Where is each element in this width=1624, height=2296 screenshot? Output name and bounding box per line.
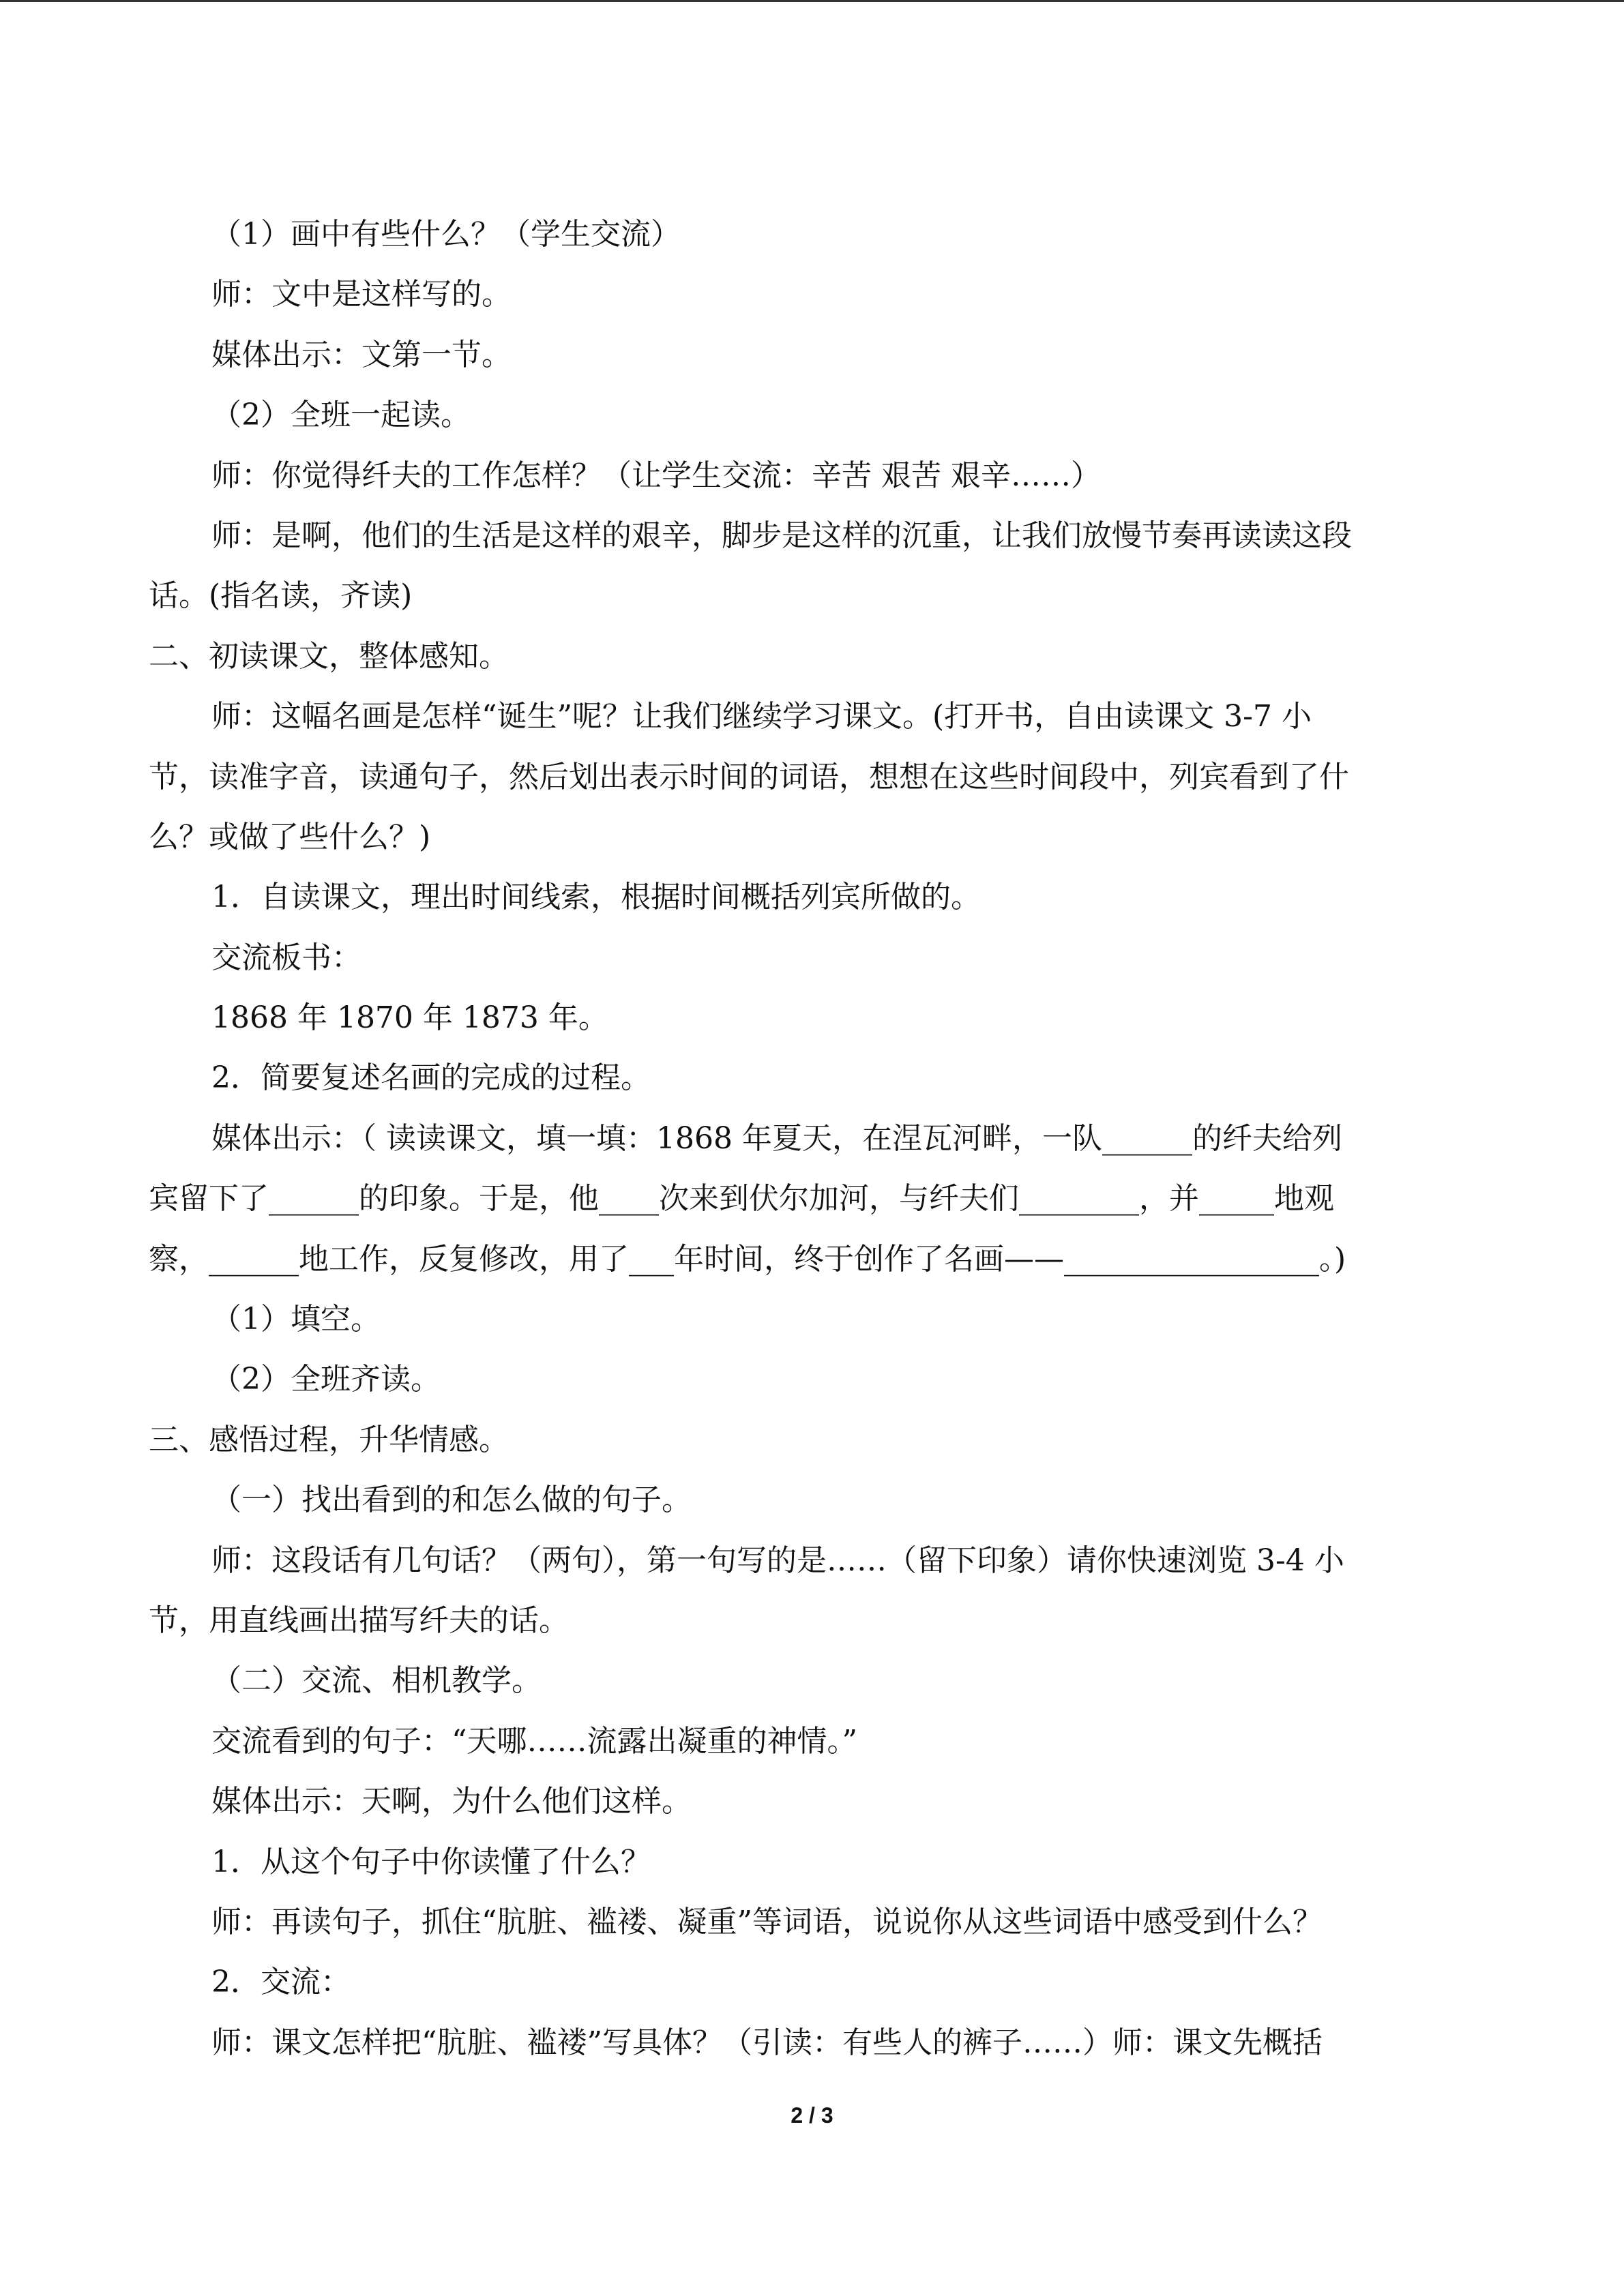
document-body: [149, 205, 1468, 2073]
text-line: 节，用直线画出描写纤夫的话。: [149, 1602, 569, 1638]
text-line: （一）找出看到的和怎么做的句子。: [211, 1482, 692, 1518]
text-line: 1．自读课文，理出时间线索，根据时间概括列宾所做的。: [211, 880, 981, 915]
text-line: （二）交流、相机教学。: [211, 1663, 542, 1699]
text-line: 媒体出示：文第一节。: [211, 337, 512, 372]
text-line: 师：是啊，他们的生活是这样的艰辛，脚步是这样的沉重，让我们放慢节奏再读读这段: [211, 518, 1352, 553]
text-line: 宾留下了______的印象。于是，他____次来到伏尔加河，与纤夫们________，并_____地观: [149, 1181, 1334, 1217]
text-line: 师：再读句子，抓住“肮脏、褴褛、凝重”等词语，说说你从这些词语中感受到什么？: [211, 1904, 1323, 1939]
text-line: 2．简要复述名画的完成的过程。: [211, 1060, 651, 1096]
text-line: 师：你觉得纤夫的工作怎样？（让学生交流：辛苦 艰苦 艰辛……）: [211, 458, 1101, 493]
text-line: （2）全班齐读。: [211, 1362, 441, 1397]
text-line: 媒体出示：（ 读读课文，填一填：1868 年夏天，在涅瓦河畔，一队______的纤夫给列: [211, 1120, 1342, 1156]
text-line: 交流板书：: [211, 940, 361, 975]
text-line: （1）填空。: [211, 1302, 381, 1337]
text-line: 话。(指名读，齐读): [149, 578, 413, 614]
text-line: 察，______地工作，反复修改，用了___年时间，终于创作了名画——_________________。): [149, 1241, 1346, 1277]
text-line: 师：课文怎样把“肮脏、褴褛”写具体？（引读：有些人的裤子……）师：课文先概括: [211, 2025, 1323, 2060]
text-line: 媒体出示：天啊，为什么他们这样。: [211, 1784, 692, 1819]
text-line: 1．从这个句子中你读懂了什么？: [211, 1844, 651, 1879]
text-line: 2．交流：: [211, 1965, 351, 2000]
text-line: 师：文中是这样写的。: [211, 277, 512, 312]
text-line: （1）画中有些什么？（学生交流）: [211, 217, 681, 252]
text-line: 1868 年 1870 年 1873 年。: [211, 1000, 608, 1036]
text-line: 节，读准字音，读通句子，然后划出表示时间的词语，想想在这些时间段中，列宾看到了什: [149, 759, 1349, 794]
text-line: 交流看到的句子：“天哪……流露出凝重的神情。”: [211, 1723, 857, 1759]
text-line: 师：这幅名画是怎样“诞生”呢？让我们继续学习课文。(打开书，自由读课文 3-7 小: [211, 699, 1312, 734]
text-line: （2）全班一起读。: [211, 398, 471, 433]
text-line: 师：这段话有几句话？（两句），第一句写的是……（留下印象）请你快速浏览 3-4 小: [211, 1542, 1344, 1578]
page-number: 2 / 3: [791, 2103, 833, 2128]
section-heading: 三、感悟过程，升华情感。: [149, 1422, 509, 1457]
top-border-line: [0, 0, 1624, 2]
section-heading: 二、初读课文，整体感知。: [149, 638, 509, 674]
text-line: 么？或做了些什么？): [149, 819, 431, 854]
